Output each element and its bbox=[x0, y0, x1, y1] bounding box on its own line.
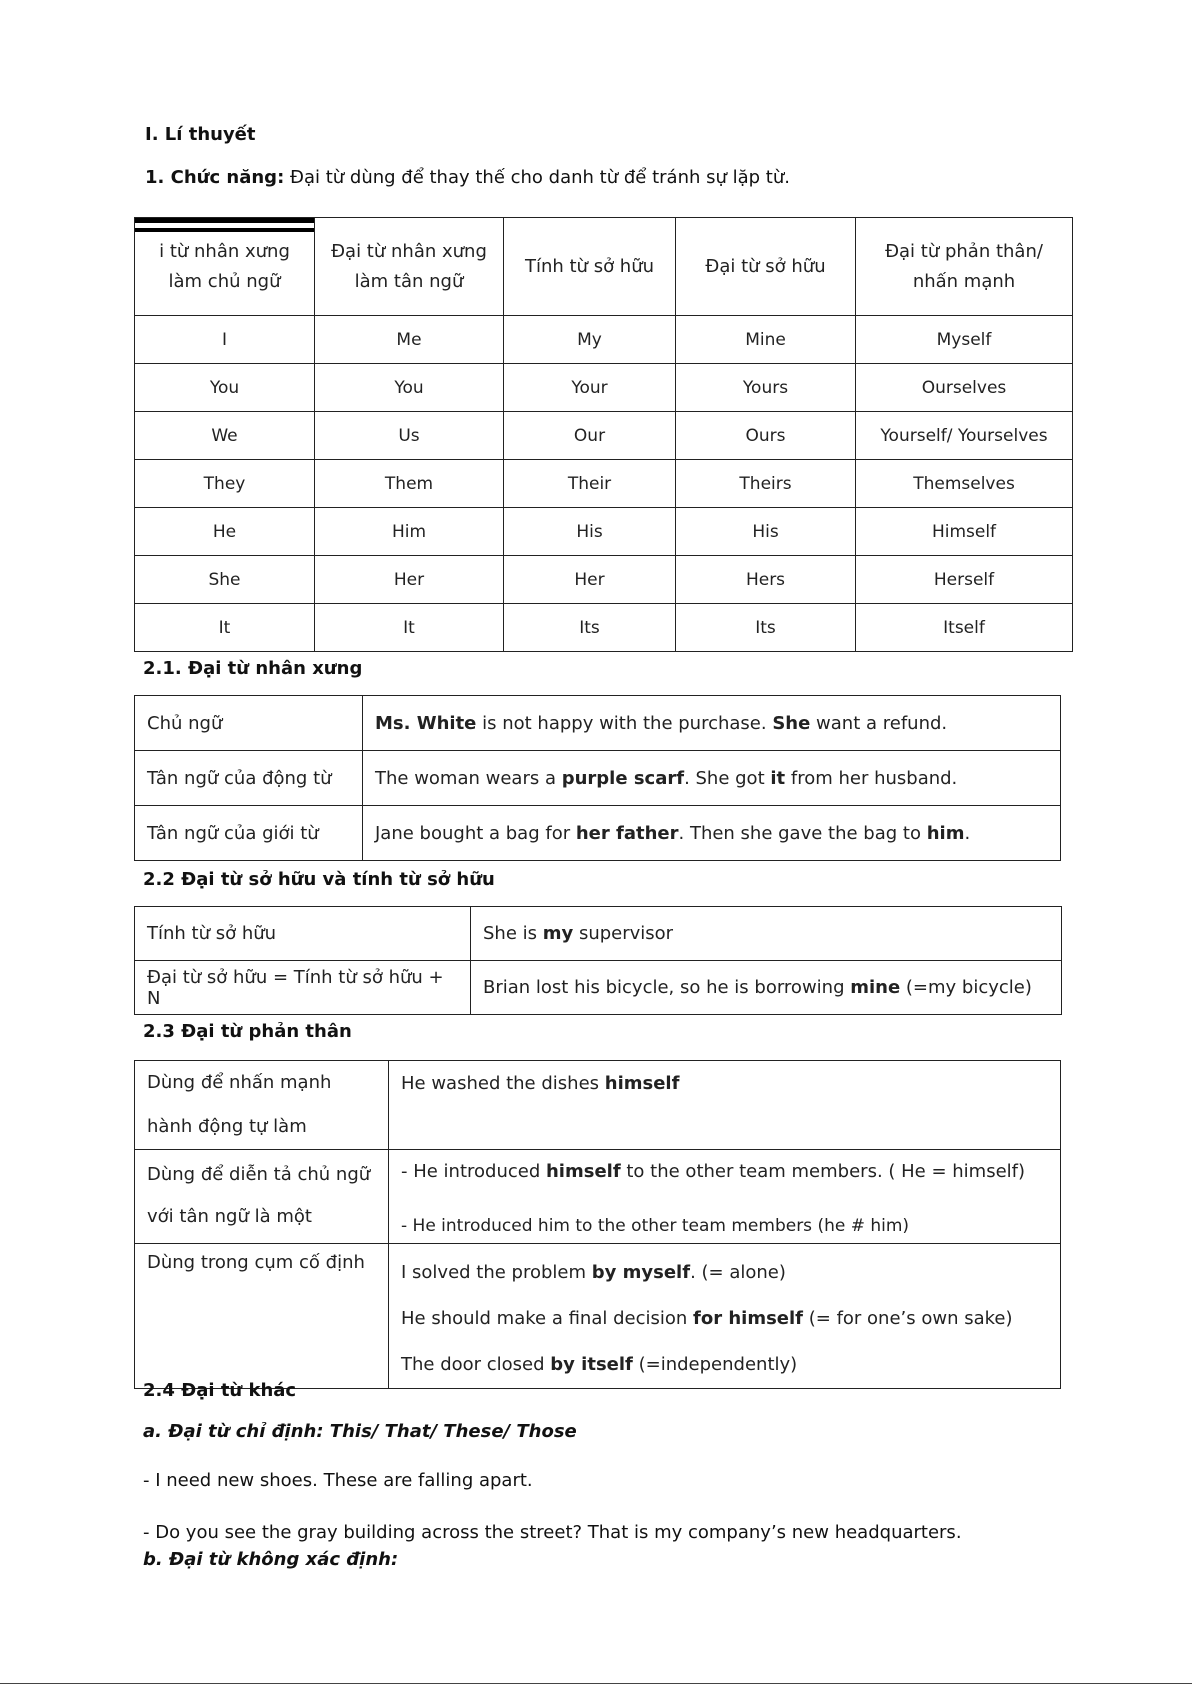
table-cell: Yours bbox=[676, 364, 856, 412]
example-line bbox=[401, 1342, 1048, 1388]
table-row bbox=[135, 1150, 1061, 1244]
emphasis-text: it bbox=[770, 767, 786, 789]
table-cell: Them bbox=[315, 460, 504, 508]
usage-example bbox=[363, 806, 1061, 861]
example-text: She is bbox=[483, 923, 543, 944]
table-cell: Theirs bbox=[676, 460, 856, 508]
header-cell: Tính từ sở hữu bbox=[504, 218, 676, 316]
section-heading-theory: I. Lí thuyết bbox=[145, 124, 256, 145]
table-cell: Me bbox=[315, 316, 504, 364]
table-cell: Our bbox=[504, 412, 676, 460]
table-cell: I bbox=[135, 316, 315, 364]
table-row bbox=[135, 1061, 1061, 1150]
table-cell: Its bbox=[676, 604, 856, 652]
example-text: from her husband. bbox=[785, 767, 958, 789]
usage-label: Dùng trong cụm cố định bbox=[135, 1244, 389, 1389]
table-cell: Your bbox=[504, 364, 676, 412]
table-cell: You bbox=[315, 364, 504, 412]
table-row bbox=[135, 556, 1073, 604]
usage-label: Chủ ngữ bbox=[135, 696, 363, 751]
example-text: (=independently) bbox=[632, 1354, 798, 1375]
example-line bbox=[401, 1296, 1048, 1342]
function-text: Đại từ dùng để thay thế cho danh từ để tránh sự lặp từ. bbox=[290, 167, 790, 188]
indefinite-title: b. Đại từ không xác định: bbox=[143, 1549, 399, 1570]
example-text: to the other team members. ( He = himself) bbox=[620, 1161, 1026, 1182]
function-line bbox=[145, 167, 790, 188]
table-cell: He bbox=[135, 508, 315, 556]
emphasis-text: purple scarf bbox=[561, 767, 685, 789]
usage-example bbox=[389, 1061, 1061, 1150]
table-cell: We bbox=[135, 412, 315, 460]
emphasis-text: himself bbox=[545, 1161, 621, 1182]
usage-label: Dùng để diễn tả chủ ngữ với tân ngữ là một bbox=[135, 1150, 389, 1244]
emphasis-text: She bbox=[772, 712, 811, 734]
example-text: (= for one’s own sake) bbox=[803, 1308, 1013, 1329]
example-text: . Then she gave the bag to bbox=[678, 822, 927, 844]
table-cell: Hers bbox=[676, 556, 856, 604]
table-cell: You bbox=[135, 364, 315, 412]
table-cell: She bbox=[135, 556, 315, 604]
table-cell: Her bbox=[315, 556, 504, 604]
emphasis-text: her father bbox=[575, 822, 679, 844]
emphasis-text: by itself bbox=[550, 1354, 633, 1375]
usage-example bbox=[389, 1150, 1061, 1244]
table-row bbox=[135, 1244, 1061, 1389]
example-line: - He introduced him to the other team members (he # him) bbox=[401, 1216, 910, 1236]
usage-example bbox=[471, 907, 1062, 961]
table-row bbox=[135, 751, 1061, 806]
example-text: is not happy with the purchase. bbox=[476, 712, 773, 734]
example-text: . She got bbox=[684, 767, 771, 789]
example-text: - He introduced bbox=[401, 1161, 546, 1182]
table-row bbox=[135, 508, 1073, 556]
table-row bbox=[135, 412, 1073, 460]
section-title-2-3: 2.3 Đại từ phản thân bbox=[143, 1021, 352, 1042]
example-text: The door closed bbox=[401, 1354, 551, 1375]
reflexive-table bbox=[134, 1060, 1061, 1389]
table-row bbox=[135, 604, 1073, 652]
section-title-2-2: 2.2 Đại từ sở hữu và tính từ sở hữu bbox=[143, 869, 495, 890]
usage-label: Tính từ sở hữu bbox=[135, 907, 471, 961]
pronoun-table bbox=[134, 217, 1073, 652]
header-cell: Đại từ nhân xưng làm tân ngữ bbox=[315, 218, 504, 316]
section-title-2-1: 2.1. Đại từ nhân xưng bbox=[143, 658, 363, 679]
example-text: supervisor bbox=[573, 923, 674, 944]
table-cell: They bbox=[135, 460, 315, 508]
emphasis-text: mine bbox=[850, 977, 901, 998]
table-cell: Ours bbox=[676, 412, 856, 460]
header-cell: i từ nhân xưng làm chủ ngữ bbox=[135, 218, 315, 316]
emphasis-text: Ms. White bbox=[375, 712, 477, 734]
emphasis-text: him bbox=[926, 822, 965, 844]
table-cell: My bbox=[504, 316, 676, 364]
demonstrative-title: a. Đại từ chỉ định: This/ That/ These/ Those bbox=[143, 1421, 577, 1442]
table-cell: It bbox=[315, 604, 504, 652]
table-cell: Itself bbox=[856, 604, 1073, 652]
emphasis-text: for himself bbox=[693, 1308, 804, 1329]
example-line bbox=[401, 1156, 1048, 1188]
emphasis-text: by myself bbox=[591, 1262, 691, 1283]
usage-label: Đại từ sở hữu = Tính từ sở hữu + N bbox=[135, 961, 471, 1015]
example-text: He washed the dishes bbox=[401, 1073, 605, 1094]
table-row bbox=[135, 364, 1073, 412]
table-cell: Its bbox=[504, 604, 676, 652]
table-cell: Yourself/ Yourselves bbox=[856, 412, 1073, 460]
function-label: 1. Chức năng: bbox=[145, 167, 285, 188]
example-text: . (= alone) bbox=[690, 1262, 786, 1283]
table-cell: His bbox=[504, 508, 676, 556]
table-cell: Mine bbox=[676, 316, 856, 364]
example-text: want a refund. bbox=[810, 712, 948, 734]
table-cell: Us bbox=[315, 412, 504, 460]
example-line bbox=[401, 1250, 1048, 1296]
table-row bbox=[135, 806, 1061, 861]
emphasis-text: my bbox=[542, 923, 574, 944]
example-text: Brian lost his bicycle, so he is borrowing bbox=[483, 977, 851, 998]
table-cell: Ourselves bbox=[856, 364, 1073, 412]
table-row bbox=[135, 460, 1073, 508]
header-cell: Đại từ sở hữu bbox=[676, 218, 856, 316]
table-cell: Their bbox=[504, 460, 676, 508]
example-text: . bbox=[964, 822, 971, 844]
usage-example bbox=[363, 696, 1061, 751]
table-row bbox=[135, 696, 1061, 751]
demonstrative-example-2: - Do you see the gray building across the street? That is my company’s new headquarters. bbox=[143, 1522, 962, 1543]
emphasis-text: himself bbox=[604, 1073, 680, 1094]
table-row bbox=[135, 961, 1062, 1015]
table-row bbox=[135, 316, 1073, 364]
pronoun-table-header bbox=[135, 218, 1073, 316]
example-text: The woman wears a bbox=[375, 767, 562, 789]
usage-label: Dùng để nhấn mạnh hành động tự làm bbox=[135, 1061, 389, 1150]
demonstrative-example-1: - I need new shoes. These are falling apart. bbox=[143, 1470, 533, 1491]
example-text: He should make a final decision bbox=[401, 1308, 693, 1329]
table-row bbox=[135, 907, 1062, 961]
usage-example bbox=[363, 751, 1061, 806]
page-bottom-rule bbox=[0, 1683, 1192, 1684]
table-cell: Themselves bbox=[856, 460, 1073, 508]
usage-example bbox=[471, 961, 1062, 1015]
table-cell: Myself bbox=[856, 316, 1073, 364]
table-cell: Herself bbox=[856, 556, 1073, 604]
usage-label: Tân ngữ của giới từ bbox=[135, 806, 363, 861]
possessive-table bbox=[134, 906, 1062, 1015]
table-cell: Her bbox=[504, 556, 676, 604]
usage-label: Tân ngữ của động từ bbox=[135, 751, 363, 806]
section-title-2-4: 2.4 Đại từ khác bbox=[143, 1380, 297, 1401]
example-text: (=my bicycle) bbox=[900, 977, 1032, 998]
table-cell: It bbox=[135, 604, 315, 652]
personal-pronoun-table bbox=[134, 695, 1061, 861]
table-cell: His bbox=[676, 508, 856, 556]
example-text: Jane bought a bag for bbox=[375, 822, 576, 844]
header-cell: Đại từ phản thân/ nhấn mạnh bbox=[856, 218, 1073, 316]
example-text: I solved the problem bbox=[401, 1262, 592, 1283]
usage-example bbox=[389, 1244, 1061, 1389]
table-cell: Himself bbox=[856, 508, 1073, 556]
table-cell: Him bbox=[315, 508, 504, 556]
